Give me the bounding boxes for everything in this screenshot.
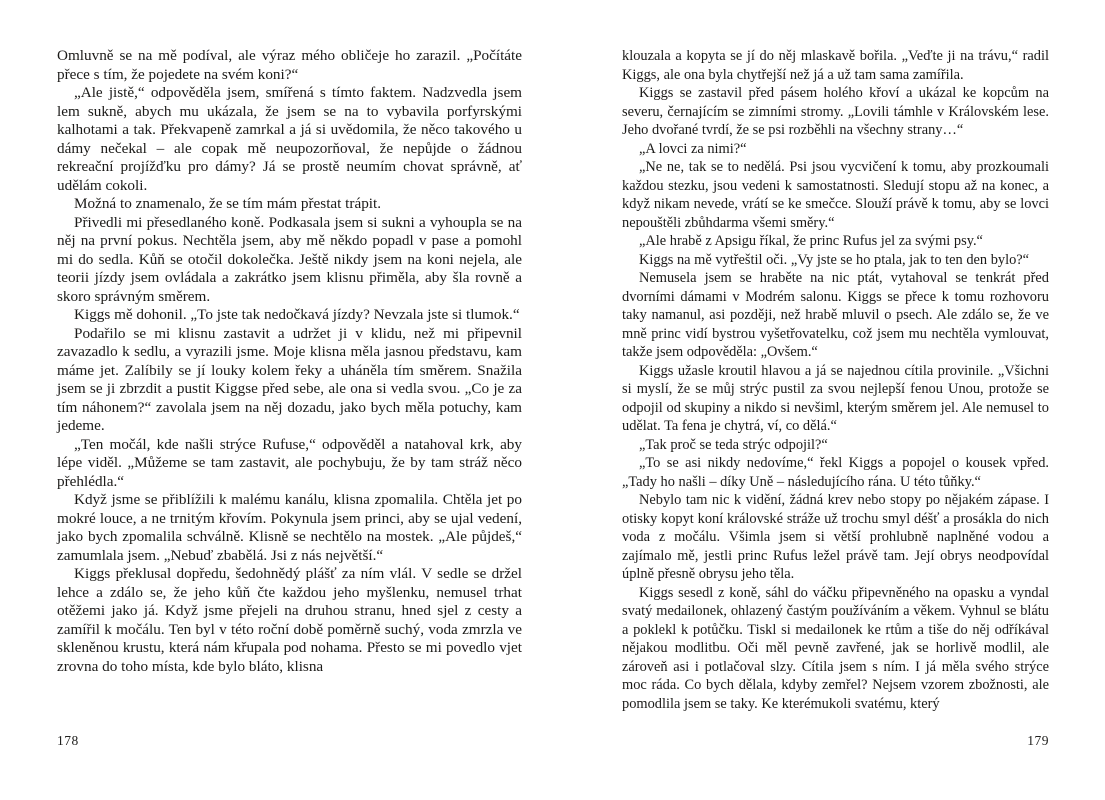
paragraph: Kiggs užasle kroutil hlavou a já se najednou cítila provinile. „Všichni si myslí, že se můj strýc pustil za svou nejlepší fenou Unou, protože se odpojil od skupiny a nikdo si nevšiml, kterým směrem jel. Ale nemusel to udělat. Ta fena je chytrá, ví, co dělá.“ <box>622 362 1049 434</box>
paragraph: „A lovci za nimi?“ <box>639 140 747 157</box>
paragraph: Kiggs překlusal dopředu, šedohnědý plášť za ním vlál. V sedle se držel lehce a zdálo se, že jeho kůň čte každou jeho myšlenku, nemusel trhat otěžemi jako já. Když jsme přejeli na druhou stranu, hned sjel z cesty a zamířil k močálu. Ten byl v této roční době poměrně suchý, voda zmrzla ve skleněnou krustu, která nám křupala pod nohama. Přesto se mi povedlo vjet zrovna do toho místa, kde bylo bláto, klisna <box>57 565 522 675</box>
paragraph: klouzala a kopyta se jí do něj mlaskavě bořila. „Veďte ji na trávu,“ radil Kiggs, ale ona byla chytřejší než já a už tam sama zamířila. <box>622 48 1049 83</box>
page-number-right: 179 <box>1027 733 1049 748</box>
paragraph: Přivedli mi přesedlaného koně. Podkasala jsem si sukni a vyhoupla se na něj na první pokus. Nechtěla jsem, aby mě někdo popadl v pase a pomohl mi do sedla. Kůň se otočil dokolečka. Ještě nikdy jsem na koni nejela, ale teorii jízdy jsem ovládala a zakrátko jsem klisnu přiměla, aby šla rovně a skoro správným směrem. <box>57 213 522 305</box>
left-page-text <box>57 47 522 676</box>
paragraph: Omluvně se na mě podíval, ale výraz mého obličeje ho zarazil. „Počítáte přece s tím, že pojedete na svém koni?“ <box>57 47 522 83</box>
page-number-left: 178 <box>57 733 79 748</box>
paragraph: „To se asi nikdy nedovíme,“ řekl Kiggs a popojel o kousek vpřed. „Tady ho našli – díky Uně – následujícího rána. U této tůňky.“ <box>622 455 1049 490</box>
paragraph: Kiggs na mě vytřeštil oči. „Vy jste se ho ptala, jak to ten den bylo?“ <box>639 251 1030 268</box>
paragraph: Nebylo tam nic k vidění, žádná krev nebo stopy po nějakém zápase. I otisky kopyt koní královské stráže už trochu smyl déšť a prosákla do nich voda z močálu. Všimla jsem si větší prohlubně naplněné vodou a zajímalo mě, jestli princ Rufus ležel právě tam. Její obrys neodpovídal úplně přesně obrysu jeho těla. <box>622 492 1049 582</box>
paragraph: Podařilo se mi klisnu zastavit a udržet ji v klidu, než mi připevnil zavazadlo k sedlu, a vyrazili jsme. Moje klisna měla jasnou představu, kam máme jet. Zalíbily se jí louky kolem řeky a uháněla tím směrem. Snažila jsem se ji zbrzdit a pustit Kiggse před sebe, ale ona si vedla svou. „Co je za tím náhonem?“ zavolala jsem na něj dozadu, jako bych měla potuchy, kam jedeme. <box>57 324 522 434</box>
paragraph: Kiggs mě dohonil. „To jste tak nedočkavá jízdy? Nevzala jste si tlumok.“ <box>74 306 520 323</box>
paragraph: „Ale hrabě z Apsigu říkal, že princ Rufus jel za svými psy.“ <box>639 233 983 249</box>
paragraph: Když jsme se přiblížili k malému kanálu, klisna zpomalila. Chtěla jet po mokré louce, a ne trnitým křovím. Pokynula jsem princi, aby se ujal vedení, jako bych zpomalila schválně. Klisně se nechtělo na mostek. „Ale půjdeš,“ zamumlala jsem. „Nebuď zbabělá. Jsi z nás největší.“ <box>57 491 522 564</box>
paragraph: „Ale jistě,“ odpověděla jsem, smířená s tímto faktem. Nadzvedla jsem lem sukně, abych mu ukázala, že jsem se na to vybavila porfyrskými kalhotami a tak. Překvapeně zamrkal a já si uvědomila, že něco takového u dámy nečekal – ale copak mě neupozorňoval, že nepůjde o žádnou rekreační projížďku pro dámy? Já se prostě neumím chovat správně, ať udělám cokoli. <box>57 84 522 194</box>
paragraph: Kiggs sesedl z koně, sáhl do váčku připevněného na opasku a vyndal svatý medailonek, ohlazený častým používáním a věkem. Vyhnul se blátu a poklekl k potůčku. Tiskl si medailonek ke rtům a tiše do něj odříkával nějakou modlitbu. Oči měl pevně zavřené, jak se horlivě modlil, ale zároveň asi i potlačoval slzy. Cítila jsem s ním. I já měla svého strýce moc ráda. Co bych dělala, kdyby zemřel? Nejsem vzorem zbožnosti, ale pomodlila jsem se taky. Ke kterémukoli svatému, který <box>622 584 1049 712</box>
paragraph: „Ten močál, kde našli strýce Rufuse,“ odpověděl a natahoval krk, aby lépe viděl. „Můžeme se tam zastavit, ale pochybuju, že by tam stráž něco přehlédla.“ <box>57 435 522 490</box>
paragraph: „Tak proč se teda strýc odpojil?“ <box>639 436 828 453</box>
paragraph: Možná to znamenalo, že se tím mám přestat trápit. <box>74 195 382 212</box>
right-page-text <box>622 47 1049 713</box>
paragraph: „Ne ne, tak se to nedělá. Psi jsou vycvičení k tomu, aby prozkoumali každou stezku, jsou vedeni k samostatnosti. Sledují stopu až na konec, a když nikam nevede, vrátí se ke smečce. Slouží právě k tomu, aby se lovci nepouštěli zbůhdarma všemi směry.“ <box>622 159 1049 231</box>
paragraph: Kiggs se zastavil před pásem holého křoví a ukázal ke kopcům na severu, černajícím se zimními stromy. „Lovili támhle v Královském lese. Jeho dvořané tvrdí, že se psi rozběhli na všechny strany…“ <box>622 85 1049 138</box>
paragraph: Nemusela jsem se hraběte na nic ptát, vytahoval se tenkrát před dvorními dámami v Modrém salonu. Kiggs se přece k tomu rozhovoru taky namanul, asi později, než hrabě mluvil o psech. Ale zdálo se, že ve mně princ vidí bystrou vyšetřovatelku, což jsem mu nechtěla vymlouvat, takže jsem odpověděla: „Ovšem.“ <box>622 270 1049 360</box>
